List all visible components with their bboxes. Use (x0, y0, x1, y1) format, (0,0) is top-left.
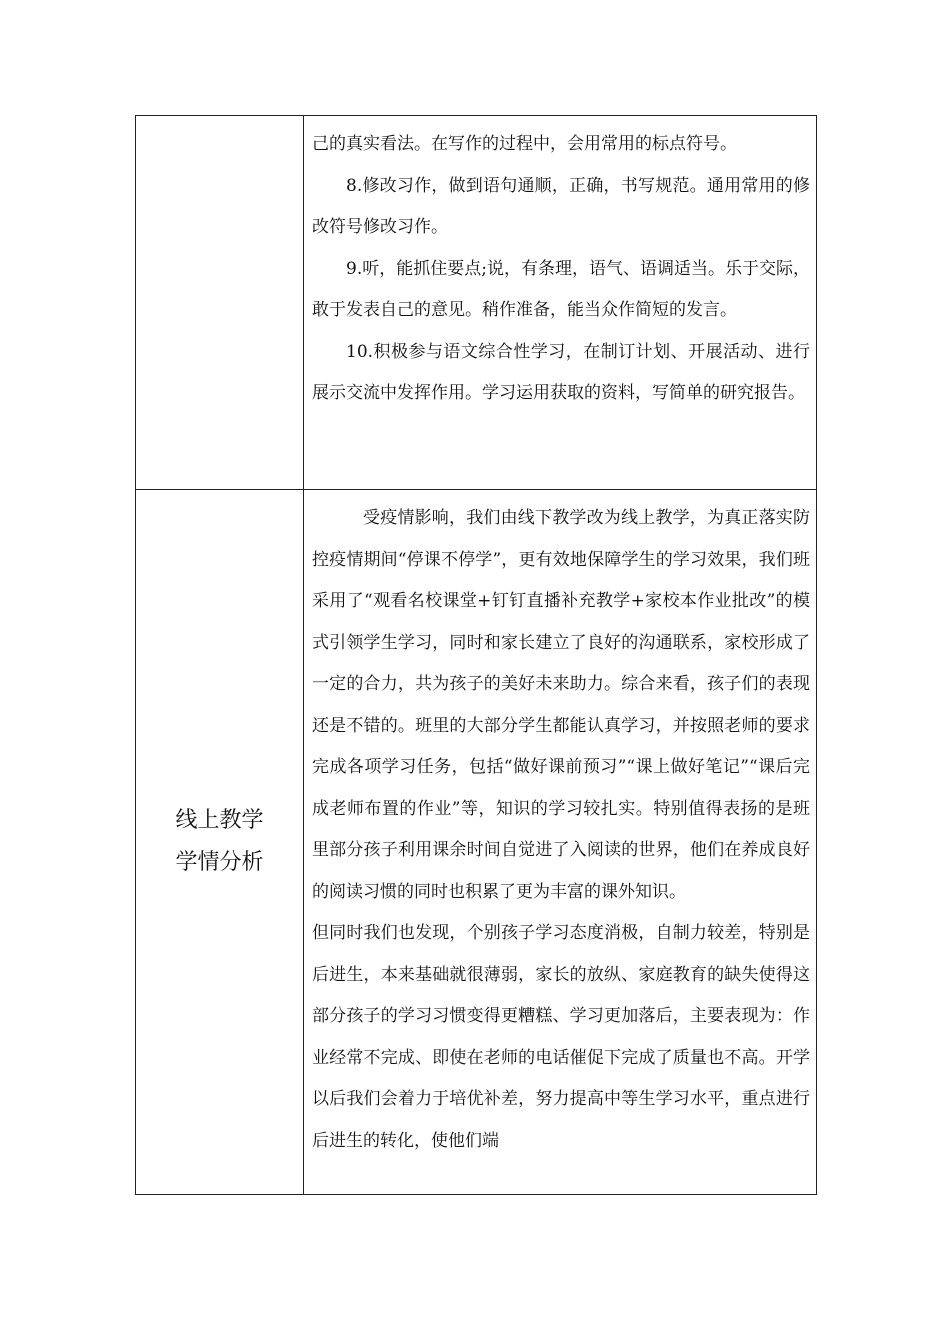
table-row (136, 490, 817, 1195)
analysis-label-line1: 线上教学 (175, 808, 264, 833)
goal-paragraph-8: 8.修改习作，做到语句通顺，正确，书写规范。通用常用的修改符号修改习作。 (312, 175, 810, 237)
document-table (135, 115, 817, 1195)
goal-paragraph-10: 10.积极参与语文综合性学习，在制订计划、开展活动、进行展示交流中发挥作用。学习运用获取的资料，写简单的研究报告。 (312, 341, 810, 403)
empty-label-cell (136, 116, 304, 490)
analysis-label-cell (136, 490, 304, 1195)
goal-paragraph-continued: 己的真实看法。在写作的过程中，会用常用的标点符号。 (312, 134, 737, 154)
goal-paragraph-9: 9.听，能抓住要点;说，有条理，语气、语调适当。乐于交际，敢于发表自己的意见。稍作准备，能当众作简短的发言。 (312, 258, 810, 320)
table-row (136, 116, 817, 490)
analysis-content-cell (304, 490, 817, 1195)
goals-content-cell (304, 116, 817, 490)
analysis-paragraph: 受疫情影响，我们由线下教学改为线上教学，为真正落实防控疫情期间“停课不停学”，更有效地保障学生的学习效果，我们班采用了“观看名校课堂+钉钉直播补充教学+家校本作业批改”的模式引领学生学习，同时和家长建立了良好的沟通联系，家校形成了一定的合力，共为孩子的美好未来助力。综合来看，孩子们的表现还是不错的。班里的大部分学生都能认真学习，并按照老师的要求完成各项学习任务，包括“做好课前预习”“课上做好笔记”“课后完成老师布置的作业”等，知识的学习较扎实。特别值得表扬的是班里部分孩子利用课余时间自觉进了入阅读的世界，他们在养成良好的阅读习惯的同时也积累了更为丰富的课外知识。 (312, 508, 810, 902)
analysis-paragraph-2: 但同时我们也发现，个别孩子学习态度消极，自制力较差，特别是后进生，本来基础就很薄弱，家长的放纵、家庭教育的缺失使得这部分孩子的学习习惯变得更糟糕、学习更加落后，主要表现为：作业经常不完成、即使在老师的电话催促下完成了质量也不高。开学以后我们会着力于培优补差，努力提高中等生学习水平，重点进行后进生的转化，使他们端 (312, 923, 810, 1151)
analysis-label-line2: 学情分析 (175, 850, 264, 875)
